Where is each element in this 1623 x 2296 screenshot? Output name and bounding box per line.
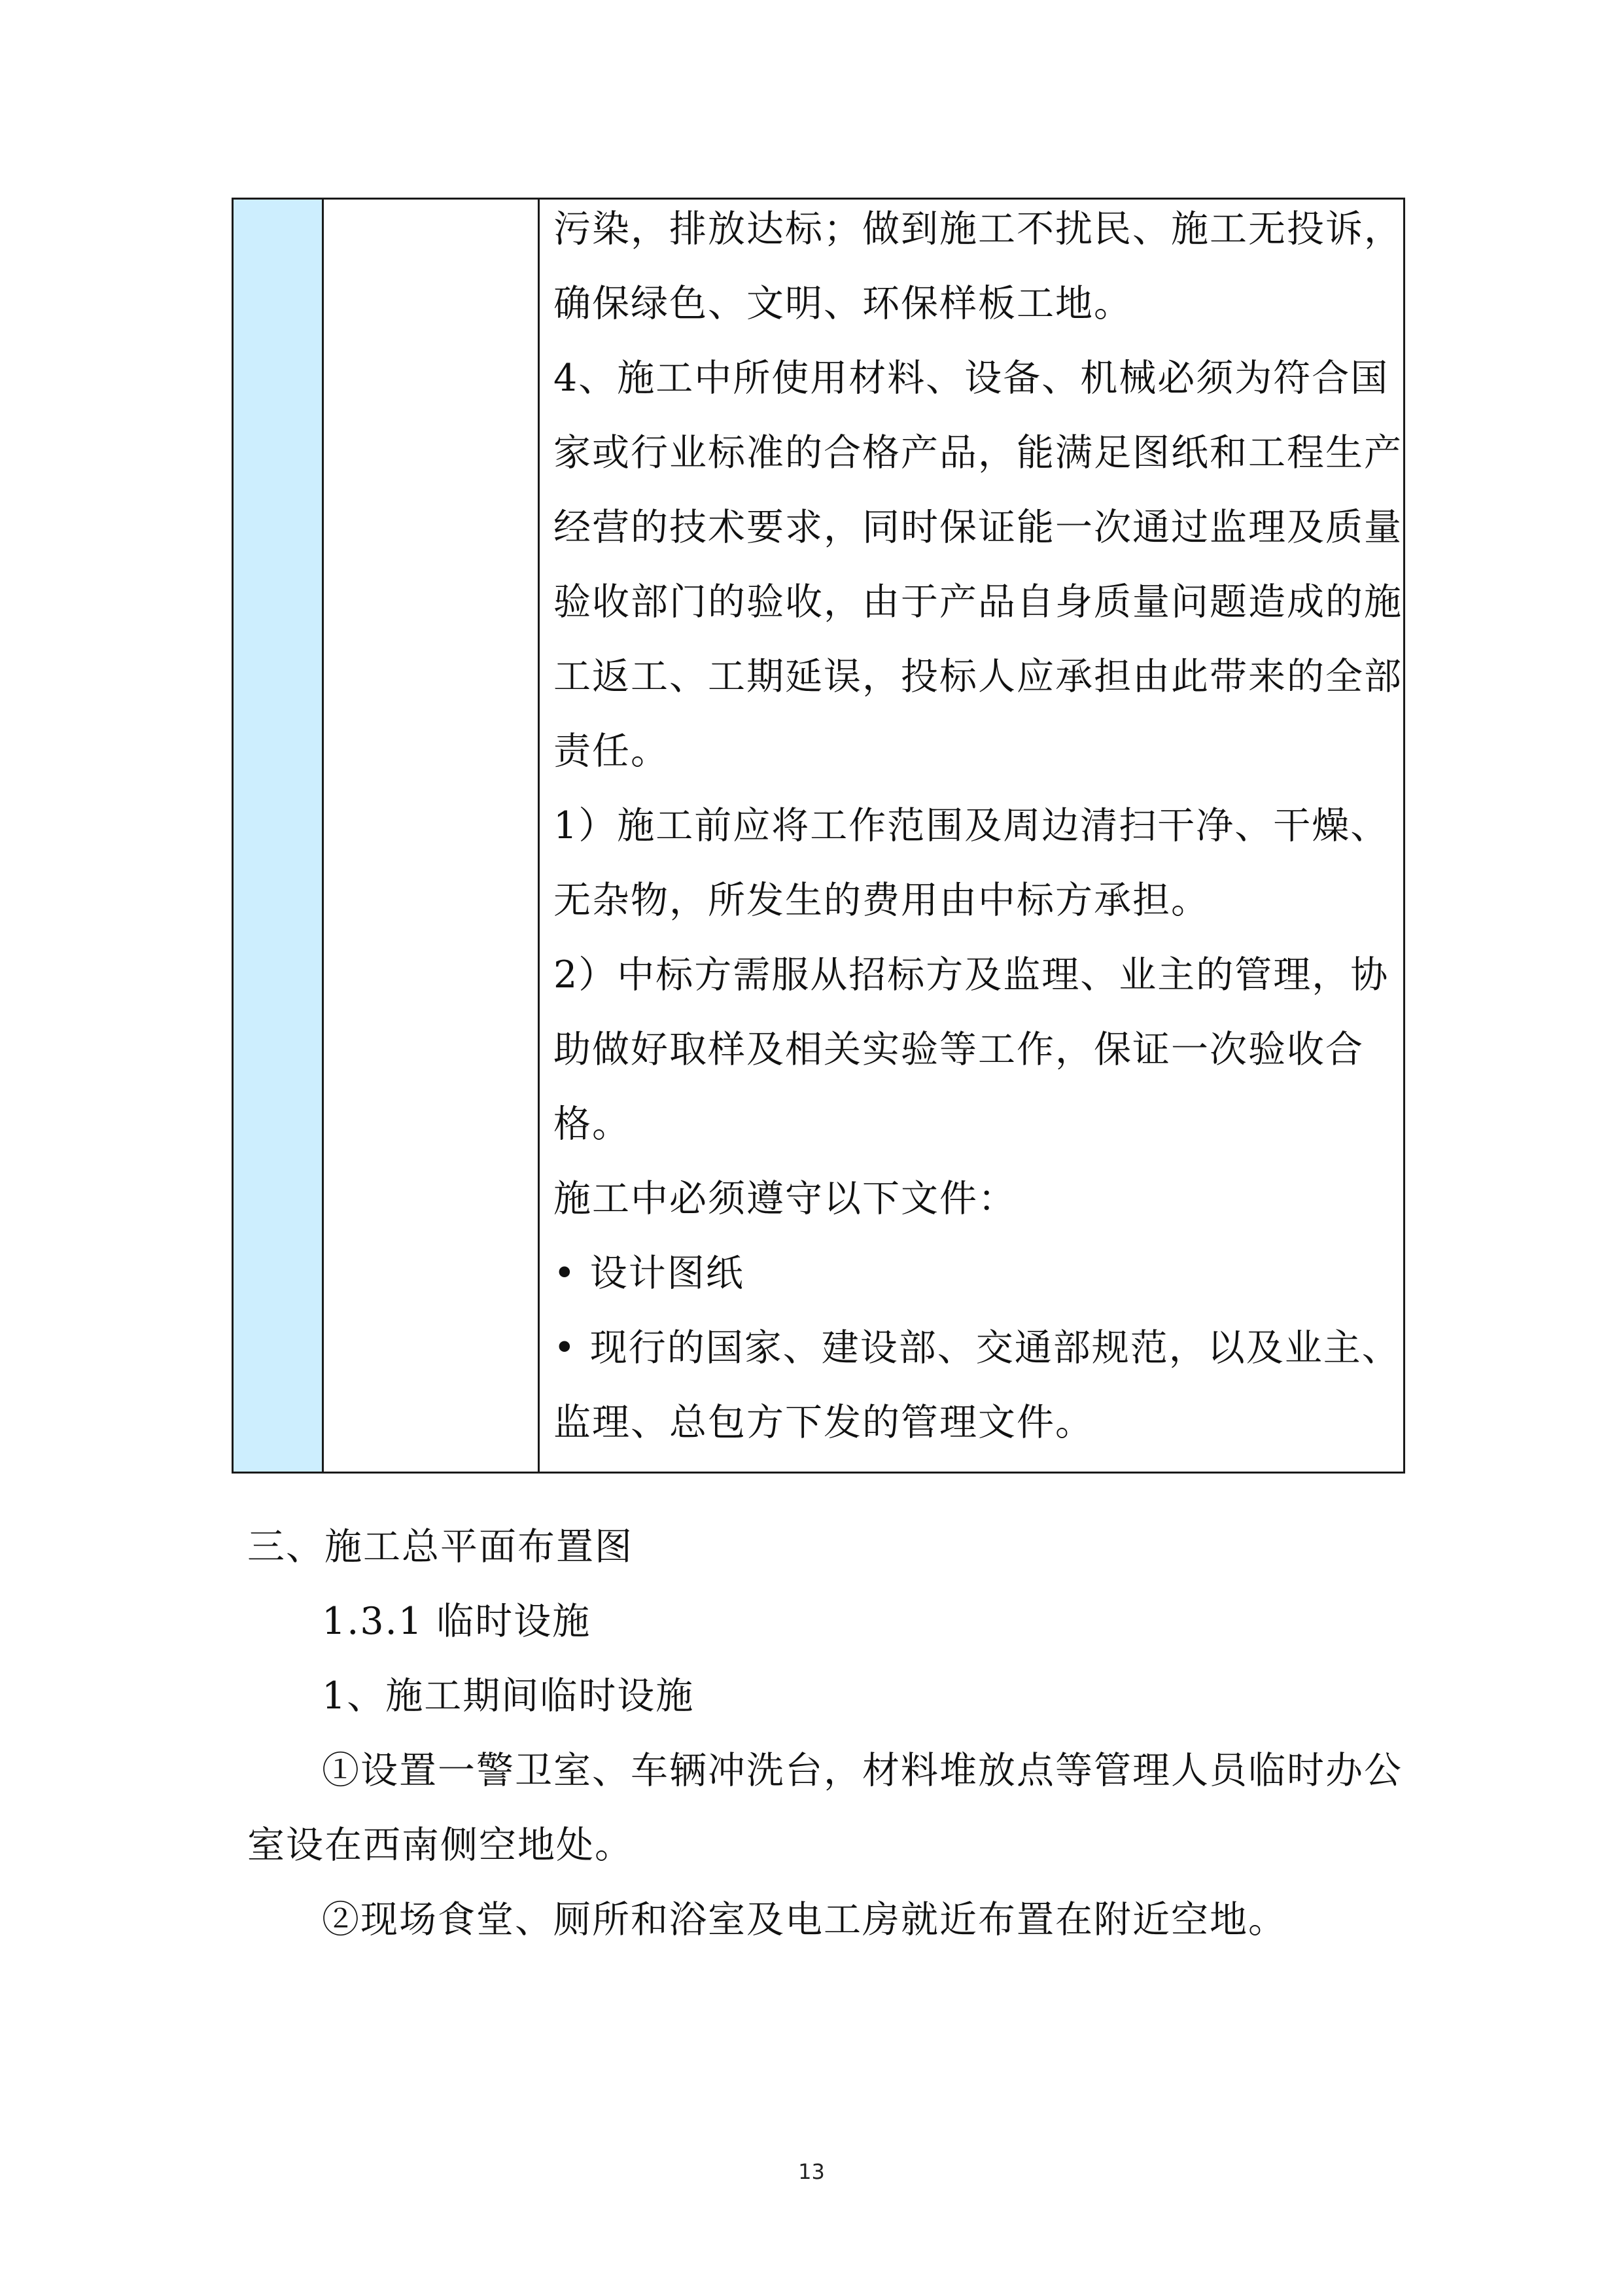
table-text-line: 家或行业标准的合格产品，能满足图纸和工程生产 [553,431,1403,474]
table-text-line: 经营的技术要求，同时保证能一次通过监理及质量 [553,506,1403,549]
section-heading: 三、施工总平面布置图 [247,1525,633,1568]
table-text-line: 污染，排放达标；做到施工不扰民、施工无投诉， [553,207,1403,251]
table-text-line: 监理、总包方下发的管理文件。 [553,1401,1094,1444]
table-column-shaded [234,200,324,1472]
table-text-line: 工返工、工期延误，投标人应承担由此带来的全部 [553,655,1403,698]
table-column-empty [324,200,540,1472]
table-bullet-line: • 现行的国家、建设部、交通部规范，以及业主、 [553,1326,1401,1369]
table-text-line: 确保绿色、文明、环保样板工地。 [553,282,1132,325]
paragraph-line: ①设置一警卫室、车辆冲洗台，材料堆放点等管理人员临时办公 [322,1749,1403,1792]
subsection-heading: 1.3.1 临时设施 [322,1600,591,1643]
table-text-line: 2）中标方需服从招标方及监理、业主的管理，协 [553,953,1389,997]
table-bullet-line: • 设计图纸 [553,1252,744,1295]
table-text-line: 验收部门的验收，由于产品自身质量问题造成的施 [553,580,1403,624]
table-text-line: 助做好取样及相关实验等工作，保证一次验收合 [553,1028,1364,1071]
table-text-line: 4、施工中所使用材料、设备、机械必须为符合国 [553,357,1389,400]
paragraph-line: 室设在西南侧空地处。 [247,1824,633,1867]
item-title: 1、施工期间临时设施 [322,1674,695,1718]
paragraph-line: ②现场食堂、厕所和浴室及电工房就近布置在附近空地。 [322,1898,1287,1941]
table-text-line: 1）施工前应将工作范围及周边清扫干净、干燥、 [553,804,1389,847]
table-text-line: 责任。 [553,730,669,773]
table-text-line: 无杂物，所发生的费用由中标方承担。 [553,879,1210,922]
table-text-line: 格。 [553,1103,631,1146]
page-number: 13 [798,2159,825,2184]
table-text-line: 施工中必须遵守以下文件： [553,1177,1017,1220]
